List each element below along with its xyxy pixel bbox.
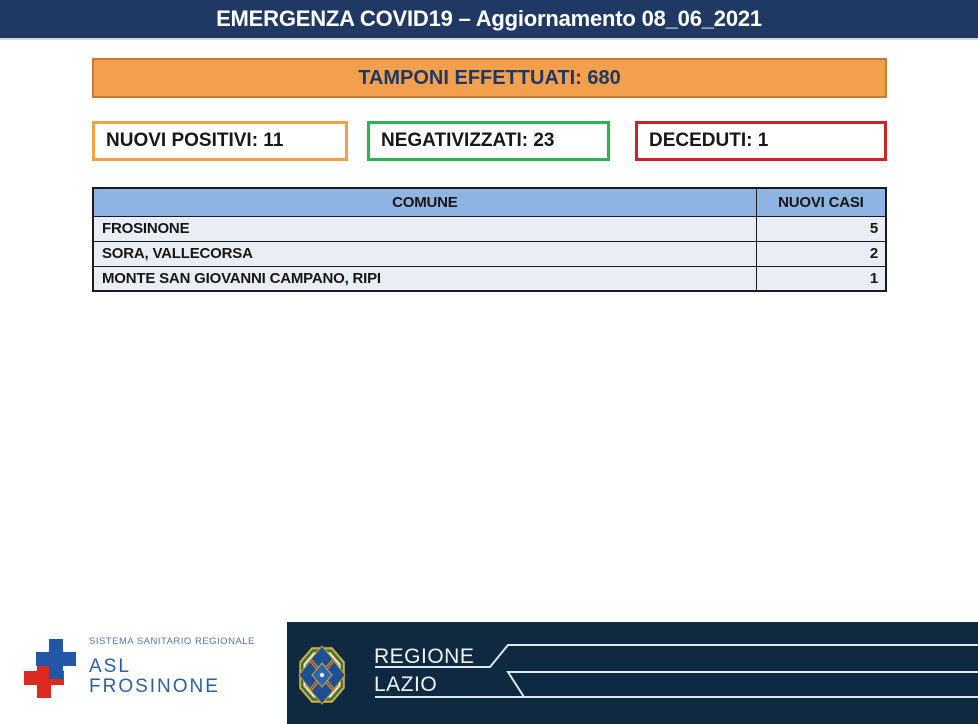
tamponi-label: TAMPONI EFFETTUATI: 680 (358, 66, 621, 89)
comune-table (92, 187, 887, 292)
table-row (93, 216, 886, 241)
comune-cell: SORA, VALLECORSA (93, 241, 756, 266)
nuovi-positivi-label: NUOVI POSITIVI: 11 (106, 130, 284, 151)
regione-lazio-band (287, 622, 978, 724)
regione-text: REGIONE (374, 645, 475, 668)
table-header-row (93, 188, 886, 216)
negativizzati-box (367, 121, 610, 161)
lazio-emblem-icon (299, 646, 345, 704)
nuovi-positivi-box (92, 121, 348, 161)
nuovi-casi-cell: 2 (756, 241, 886, 266)
negativizzati-label: NEGATIVIZZATI: 23 (381, 130, 555, 151)
deceduti-box (635, 121, 887, 161)
asl-name-line1: ASL (89, 656, 131, 677)
emblem-center-mark (320, 673, 324, 677)
table-row (93, 241, 886, 266)
asl-logo-text (89, 636, 255, 697)
table-row (93, 266, 886, 291)
asl-name (89, 657, 255, 697)
comune-cell: MONTE SAN GIOVANNI CAMPANO, RIPI (93, 266, 756, 291)
lazio-text: LAZIO (374, 673, 438, 696)
asl-cross-icon (24, 634, 76, 711)
comune-header: COMUNE (93, 188, 756, 216)
nuovi-casi-cell: 5 (756, 216, 886, 241)
double-cross-icon (24, 634, 76, 706)
new-cases-table (92, 187, 887, 292)
nuovi-casi-cell: 1 (756, 266, 886, 291)
comune-cell: FROSINONE (93, 216, 756, 241)
asl-name-line2: FROSINONE (89, 676, 220, 697)
deceduti-label: DECEDUTI: 1 (649, 130, 769, 151)
page-title: EMERGENZA COVID19 – Aggiornamento 08_06_2021 (216, 6, 762, 31)
tamponi-banner (92, 58, 887, 98)
asl-tagline: SISTEMA SANITARIO REGIONALE (89, 636, 255, 647)
nuovi-casi-header: NUOVI CASI (756, 188, 886, 216)
title-banner (0, 0, 978, 40)
